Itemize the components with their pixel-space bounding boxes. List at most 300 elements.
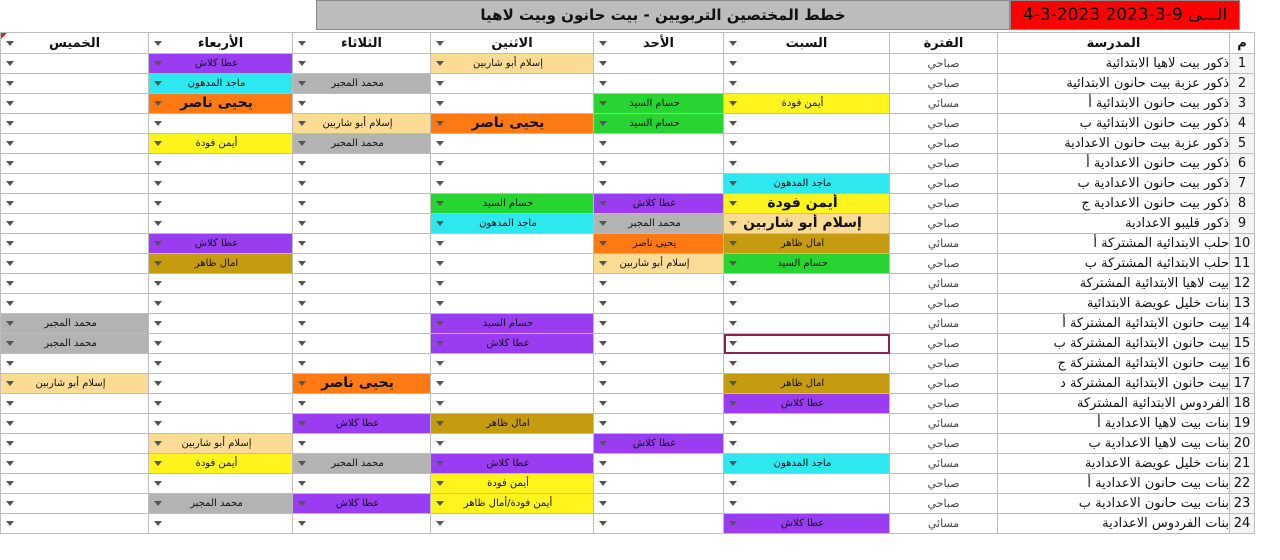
dropdown-arrow-icon[interactable] <box>298 421 306 426</box>
specialist-dropdown-cell[interactable] <box>1 314 149 334</box>
dropdown-arrow-icon[interactable] <box>298 281 306 286</box>
dropdown-arrow-icon[interactable] <box>298 61 306 66</box>
period-cell[interactable]: مسائي <box>890 314 998 334</box>
specialist-dropdown-cell[interactable] <box>1 74 149 94</box>
dropdown-arrow-icon[interactable] <box>436 481 444 486</box>
date-range[interactable]: 4-3-2023 الـــى 9-3-2023 <box>1010 0 1240 30</box>
dropdown-arrow-icon[interactable] <box>599 501 607 506</box>
specialist-dropdown-cell[interactable] <box>1 194 149 214</box>
dropdown-arrow-icon[interactable] <box>298 381 306 386</box>
period-cell[interactable]: مسائي <box>890 274 998 294</box>
row-index[interactable]: 11 <box>1230 254 1255 274</box>
specialist-dropdown-cell[interactable] <box>293 514 431 534</box>
period-cell[interactable]: صباحي <box>890 494 998 514</box>
row-index[interactable]: 19 <box>1230 414 1255 434</box>
specialist-dropdown-cell[interactable] <box>149 94 293 114</box>
dropdown-arrow-icon[interactable] <box>729 261 737 266</box>
dropdown-arrow-icon[interactable] <box>599 161 607 166</box>
dropdown-arrow-icon[interactable] <box>729 101 737 106</box>
dropdown-arrow-icon[interactable] <box>154 501 162 506</box>
row-index[interactable]: 7 <box>1230 174 1255 194</box>
school-name-cell[interactable]: ذكور عزبة بيت حانون الابتدائية <box>998 74 1230 94</box>
dropdown-arrow-icon[interactable] <box>154 141 162 146</box>
specialist-dropdown-cell[interactable] <box>293 154 431 174</box>
specialist-dropdown-cell[interactable] <box>149 134 293 154</box>
specialist-dropdown-cell[interactable] <box>149 114 293 134</box>
filter-dropdown-icon[interactable] <box>599 41 607 46</box>
specialist-dropdown-cell[interactable] <box>149 514 293 534</box>
row-index[interactable]: 15 <box>1230 334 1255 354</box>
dropdown-arrow-icon[interactable] <box>729 201 737 206</box>
dropdown-arrow-icon[interactable] <box>599 121 607 126</box>
period-cell[interactable]: صباحي <box>890 354 998 374</box>
specialist-dropdown-cell[interactable] <box>431 74 594 94</box>
dropdown-arrow-icon[interactable] <box>298 401 306 406</box>
school-name-cell[interactable]: بيت حانون الابتدائية المشتركة ج <box>998 354 1230 374</box>
dropdown-arrow-icon[interactable] <box>599 261 607 266</box>
dropdown-arrow-icon[interactable] <box>599 361 607 366</box>
dropdown-arrow-icon[interactable] <box>436 341 444 346</box>
dropdown-arrow-icon[interactable] <box>436 161 444 166</box>
specialist-dropdown-cell[interactable] <box>1 354 149 374</box>
header-tuesday[interactable]: الثلاثاء <box>293 33 431 54</box>
school-name-cell[interactable]: ذكور بيت حانون الاعدادية ب <box>998 174 1230 194</box>
dropdown-arrow-icon[interactable] <box>6 461 14 466</box>
specialist-dropdown-cell[interactable] <box>149 314 293 334</box>
specialist-dropdown-cell[interactable] <box>594 154 724 174</box>
dropdown-arrow-icon[interactable] <box>6 301 14 306</box>
period-cell[interactable]: مسائي <box>890 454 998 474</box>
specialist-dropdown-cell[interactable] <box>1 254 149 274</box>
dropdown-arrow-icon[interactable] <box>729 481 737 486</box>
specialist-dropdown-cell[interactable] <box>724 514 890 534</box>
dropdown-arrow-icon[interactable] <box>154 221 162 226</box>
specialist-dropdown-cell[interactable] <box>149 354 293 374</box>
specialist-dropdown-cell[interactable] <box>1 274 149 294</box>
specialist-dropdown-cell[interactable] <box>724 494 890 514</box>
specialist-dropdown-cell[interactable] <box>149 194 293 214</box>
specialist-dropdown-cell[interactable] <box>594 494 724 514</box>
dropdown-arrow-icon[interactable] <box>599 521 607 526</box>
dropdown-arrow-icon[interactable] <box>599 81 607 86</box>
specialist-dropdown-cell[interactable] <box>293 254 431 274</box>
specialist-dropdown-cell[interactable] <box>149 394 293 414</box>
specialist-dropdown-cell[interactable] <box>431 454 594 474</box>
dropdown-arrow-icon[interactable] <box>6 161 14 166</box>
row-index[interactable]: 8 <box>1230 194 1255 214</box>
dropdown-arrow-icon[interactable] <box>298 101 306 106</box>
dropdown-arrow-icon[interactable] <box>6 101 14 106</box>
dropdown-arrow-icon[interactable] <box>729 501 737 506</box>
specialist-dropdown-cell[interactable] <box>1 454 149 474</box>
dropdown-arrow-icon[interactable] <box>436 201 444 206</box>
school-name-cell[interactable]: بنات بيت حانون الاعدادية أ <box>998 474 1230 494</box>
specialist-dropdown-cell[interactable] <box>293 454 431 474</box>
dropdown-arrow-icon[interactable] <box>154 161 162 166</box>
dropdown-arrow-icon[interactable] <box>6 421 14 426</box>
specialist-dropdown-cell[interactable] <box>149 454 293 474</box>
specialist-dropdown-cell[interactable] <box>724 354 890 374</box>
dropdown-arrow-icon[interactable] <box>436 521 444 526</box>
specialist-dropdown-cell[interactable] <box>149 54 293 74</box>
dropdown-arrow-icon[interactable] <box>729 161 737 166</box>
school-name-cell[interactable]: بيت حانون الابتدائية المشتركة أ <box>998 314 1230 334</box>
dropdown-arrow-icon[interactable] <box>436 241 444 246</box>
specialist-dropdown-cell[interactable] <box>724 294 890 314</box>
period-cell[interactable]: مسائي <box>890 514 998 534</box>
school-name-cell[interactable]: بنات بيت لاهيا الاعدادية أ <box>998 414 1230 434</box>
dropdown-arrow-icon[interactable] <box>154 261 162 266</box>
dropdown-arrow-icon[interactable] <box>729 321 737 326</box>
dropdown-arrow-icon[interactable] <box>154 381 162 386</box>
dropdown-arrow-icon[interactable] <box>298 501 306 506</box>
specialist-dropdown-cell[interactable] <box>431 254 594 274</box>
specialist-dropdown-cell[interactable] <box>594 234 724 254</box>
dropdown-arrow-icon[interactable] <box>729 121 737 126</box>
school-name-cell[interactable]: بيت حانون الابتدائية المشتركة د <box>998 374 1230 394</box>
specialist-dropdown-cell[interactable] <box>724 334 890 354</box>
school-name-cell[interactable]: بنات بيت لاهيا الاعدادية ب <box>998 434 1230 454</box>
school-name-cell[interactable]: بيت لاهيا الابتدائية المشتركة <box>998 274 1230 294</box>
filter-dropdown-icon[interactable] <box>729 41 737 46</box>
row-index[interactable]: 5 <box>1230 134 1255 154</box>
specialist-dropdown-cell[interactable] <box>431 314 594 334</box>
dropdown-arrow-icon[interactable] <box>6 181 14 186</box>
period-cell[interactable]: صباحي <box>890 114 998 134</box>
dropdown-arrow-icon[interactable] <box>154 201 162 206</box>
dropdown-arrow-icon[interactable] <box>729 441 737 446</box>
specialist-dropdown-cell[interactable] <box>431 514 594 534</box>
specialist-dropdown-cell[interactable] <box>293 174 431 194</box>
dropdown-arrow-icon[interactable] <box>436 301 444 306</box>
specialist-dropdown-cell[interactable] <box>431 354 594 374</box>
specialist-dropdown-cell[interactable] <box>594 114 724 134</box>
dropdown-arrow-icon[interactable] <box>729 301 737 306</box>
specialist-dropdown-cell[interactable] <box>293 54 431 74</box>
specialist-dropdown-cell[interactable] <box>293 414 431 434</box>
dropdown-arrow-icon[interactable] <box>154 301 162 306</box>
dropdown-arrow-icon[interactable] <box>154 121 162 126</box>
specialist-dropdown-cell[interactable] <box>594 414 724 434</box>
period-cell[interactable]: صباحي <box>890 434 998 454</box>
school-name-cell[interactable]: ذكور بيت حانون الاعدادية ج <box>998 194 1230 214</box>
specialist-dropdown-cell[interactable] <box>149 334 293 354</box>
period-cell[interactable]: صباحي <box>890 334 998 354</box>
dropdown-arrow-icon[interactable] <box>599 181 607 186</box>
specialist-dropdown-cell[interactable] <box>293 494 431 514</box>
dropdown-arrow-icon[interactable] <box>729 421 737 426</box>
specialist-dropdown-cell[interactable] <box>293 434 431 454</box>
specialist-dropdown-cell[interactable] <box>594 434 724 454</box>
specialist-dropdown-cell[interactable] <box>149 294 293 314</box>
dropdown-arrow-icon[interactable] <box>729 401 737 406</box>
dropdown-arrow-icon[interactable] <box>6 121 14 126</box>
dropdown-arrow-icon[interactable] <box>599 421 607 426</box>
dropdown-arrow-icon[interactable] <box>599 441 607 446</box>
row-index[interactable]: 18 <box>1230 394 1255 414</box>
dropdown-arrow-icon[interactable] <box>436 181 444 186</box>
specialist-dropdown-cell[interactable] <box>724 434 890 454</box>
row-index[interactable]: 4 <box>1230 114 1255 134</box>
specialist-dropdown-cell[interactable] <box>293 394 431 414</box>
specialist-dropdown-cell[interactable] <box>594 74 724 94</box>
dropdown-arrow-icon[interactable] <box>436 321 444 326</box>
dropdown-arrow-icon[interactable] <box>154 81 162 86</box>
school-name-cell[interactable]: ذكور بيت لاهيا الابتدائية <box>998 54 1230 74</box>
specialist-dropdown-cell[interactable] <box>1 94 149 114</box>
dropdown-arrow-icon[interactable] <box>6 261 14 266</box>
specialist-dropdown-cell[interactable] <box>724 474 890 494</box>
period-cell[interactable]: مسائي <box>890 94 998 114</box>
dropdown-arrow-icon[interactable] <box>298 301 306 306</box>
dropdown-arrow-icon[interactable] <box>436 101 444 106</box>
specialist-dropdown-cell[interactable] <box>431 334 594 354</box>
specialist-dropdown-cell[interactable] <box>594 394 724 414</box>
specialist-dropdown-cell[interactable] <box>293 354 431 374</box>
school-name-cell[interactable]: ذكور بيت حانون الابتدائية ب <box>998 114 1230 134</box>
school-name-cell[interactable]: بنات خليل عويضة الابتدائية <box>998 294 1230 314</box>
dropdown-arrow-icon[interactable] <box>599 301 607 306</box>
dropdown-arrow-icon[interactable] <box>436 281 444 286</box>
filter-dropdown-icon[interactable] <box>436 41 444 46</box>
specialist-dropdown-cell[interactable] <box>293 234 431 254</box>
header-thursday[interactable]: الخميس <box>1 33 149 54</box>
dropdown-arrow-icon[interactable] <box>154 241 162 246</box>
specialist-dropdown-cell[interactable] <box>431 194 594 214</box>
row-index[interactable]: 24 <box>1230 514 1255 534</box>
specialist-dropdown-cell[interactable] <box>431 414 594 434</box>
dropdown-arrow-icon[interactable] <box>298 121 306 126</box>
dropdown-arrow-icon[interactable] <box>6 201 14 206</box>
specialist-dropdown-cell[interactable] <box>594 294 724 314</box>
specialist-dropdown-cell[interactable] <box>724 394 890 414</box>
specialist-dropdown-cell[interactable] <box>724 254 890 274</box>
dropdown-arrow-icon[interactable] <box>729 341 737 346</box>
row-index[interactable]: 13 <box>1230 294 1255 314</box>
specialist-dropdown-cell[interactable] <box>1 494 149 514</box>
specialist-dropdown-cell[interactable] <box>1 394 149 414</box>
specialist-dropdown-cell[interactable] <box>431 54 594 74</box>
specialist-dropdown-cell[interactable] <box>724 134 890 154</box>
specialist-dropdown-cell[interactable] <box>431 174 594 194</box>
specialist-dropdown-cell[interactable] <box>594 354 724 374</box>
specialist-dropdown-cell[interactable] <box>431 494 594 514</box>
row-index[interactable]: 17 <box>1230 374 1255 394</box>
specialist-dropdown-cell[interactable] <box>293 294 431 314</box>
period-cell[interactable]: صباحي <box>890 74 998 94</box>
dropdown-arrow-icon[interactable] <box>154 341 162 346</box>
dropdown-arrow-icon[interactable] <box>154 441 162 446</box>
dropdown-arrow-icon[interactable] <box>599 61 607 66</box>
specialist-dropdown-cell[interactable] <box>724 54 890 74</box>
period-cell[interactable]: صباحي <box>890 474 998 494</box>
period-cell[interactable]: صباحي <box>890 374 998 394</box>
dropdown-arrow-icon[interactable] <box>6 281 14 286</box>
dropdown-arrow-icon[interactable] <box>6 441 14 446</box>
row-index[interactable]: 3 <box>1230 94 1255 114</box>
specialist-dropdown-cell[interactable] <box>149 414 293 434</box>
dropdown-arrow-icon[interactable] <box>154 321 162 326</box>
dropdown-arrow-icon[interactable] <box>6 521 14 526</box>
dropdown-arrow-icon[interactable] <box>6 81 14 86</box>
specialist-dropdown-cell[interactable] <box>594 474 724 494</box>
specialist-dropdown-cell[interactable] <box>724 174 890 194</box>
dropdown-arrow-icon[interactable] <box>154 61 162 66</box>
specialist-dropdown-cell[interactable] <box>431 474 594 494</box>
specialist-dropdown-cell[interactable] <box>149 254 293 274</box>
specialist-dropdown-cell[interactable] <box>149 474 293 494</box>
school-name-cell[interactable]: بنات خليل عويضة الاعدادية <box>998 454 1230 474</box>
dropdown-arrow-icon[interactable] <box>154 421 162 426</box>
dropdown-arrow-icon[interactable] <box>6 61 14 66</box>
dropdown-arrow-icon[interactable] <box>298 221 306 226</box>
specialist-dropdown-cell[interactable] <box>431 274 594 294</box>
dropdown-arrow-icon[interactable] <box>6 221 14 226</box>
header-monday[interactable]: الاثنين <box>431 33 594 54</box>
school-name-cell[interactable]: ذكور قليبو الاعدادية <box>998 214 1230 234</box>
specialist-dropdown-cell[interactable] <box>724 94 890 114</box>
specialist-dropdown-cell[interactable] <box>1 334 149 354</box>
row-index[interactable]: 9 <box>1230 214 1255 234</box>
specialist-dropdown-cell[interactable] <box>724 154 890 174</box>
period-cell[interactable]: صباحي <box>890 194 998 214</box>
dropdown-arrow-icon[interactable] <box>6 321 14 326</box>
dropdown-arrow-icon[interactable] <box>729 221 737 226</box>
dropdown-arrow-icon[interactable] <box>729 241 737 246</box>
row-index[interactable]: 22 <box>1230 474 1255 494</box>
dropdown-arrow-icon[interactable] <box>298 441 306 446</box>
specialist-dropdown-cell[interactable] <box>724 114 890 134</box>
specialist-dropdown-cell[interactable] <box>293 94 431 114</box>
dropdown-arrow-icon[interactable] <box>599 281 607 286</box>
specialist-dropdown-cell[interactable] <box>594 274 724 294</box>
specialist-dropdown-cell[interactable] <box>724 74 890 94</box>
specialist-dropdown-cell[interactable] <box>594 214 724 234</box>
specialist-dropdown-cell[interactable] <box>594 54 724 74</box>
period-cell[interactable]: مسائي <box>890 234 998 254</box>
dropdown-arrow-icon[interactable] <box>6 401 14 406</box>
header-wednesday[interactable]: الأربعاء <box>149 33 293 54</box>
specialist-dropdown-cell[interactable] <box>431 294 594 314</box>
dropdown-arrow-icon[interactable] <box>298 361 306 366</box>
dropdown-arrow-icon[interactable] <box>154 401 162 406</box>
specialist-dropdown-cell[interactable] <box>293 474 431 494</box>
dropdown-arrow-icon[interactable] <box>599 461 607 466</box>
dropdown-arrow-icon[interactable] <box>154 101 162 106</box>
specialist-dropdown-cell[interactable] <box>431 234 594 254</box>
period-cell[interactable]: صباحي <box>890 294 998 314</box>
specialist-dropdown-cell[interactable] <box>149 74 293 94</box>
specialist-dropdown-cell[interactable] <box>149 274 293 294</box>
dropdown-arrow-icon[interactable] <box>436 441 444 446</box>
period-cell[interactable]: صباحي <box>890 134 998 154</box>
specialist-dropdown-cell[interactable] <box>724 274 890 294</box>
specialist-dropdown-cell[interactable] <box>724 314 890 334</box>
specialist-dropdown-cell[interactable] <box>1 174 149 194</box>
filter-dropdown-icon[interactable] <box>154 41 162 46</box>
specialist-dropdown-cell[interactable] <box>594 134 724 154</box>
dropdown-arrow-icon[interactable] <box>154 361 162 366</box>
period-cell[interactable]: صباحي <box>890 54 998 74</box>
specialist-dropdown-cell[interactable] <box>1 214 149 234</box>
row-index[interactable]: 2 <box>1230 74 1255 94</box>
specialist-dropdown-cell[interactable] <box>724 194 890 214</box>
dropdown-arrow-icon[interactable] <box>6 241 14 246</box>
period-cell[interactable]: صباحي <box>890 154 998 174</box>
specialist-dropdown-cell[interactable] <box>149 374 293 394</box>
specialist-dropdown-cell[interactable] <box>149 234 293 254</box>
dropdown-arrow-icon[interactable] <box>599 481 607 486</box>
dropdown-arrow-icon[interactable] <box>436 141 444 146</box>
dropdown-arrow-icon[interactable] <box>599 321 607 326</box>
specialist-dropdown-cell[interactable] <box>1 134 149 154</box>
row-index[interactable]: 10 <box>1230 234 1255 254</box>
dropdown-arrow-icon[interactable] <box>599 401 607 406</box>
specialist-dropdown-cell[interactable] <box>1 114 149 134</box>
period-cell[interactable]: صباحي <box>890 174 998 194</box>
specialist-dropdown-cell[interactable] <box>724 234 890 254</box>
specialist-dropdown-cell[interactable] <box>431 434 594 454</box>
dropdown-arrow-icon[interactable] <box>298 81 306 86</box>
dropdown-arrow-icon[interactable] <box>436 401 444 406</box>
school-name-cell[interactable]: حلب الابتدائية المشتركة أ <box>998 234 1230 254</box>
specialist-dropdown-cell[interactable] <box>594 314 724 334</box>
specialist-dropdown-cell[interactable] <box>1 234 149 254</box>
specialist-dropdown-cell[interactable] <box>1 154 149 174</box>
specialist-dropdown-cell[interactable] <box>724 454 890 474</box>
specialist-dropdown-cell[interactable] <box>149 154 293 174</box>
dropdown-arrow-icon[interactable] <box>298 481 306 486</box>
dropdown-arrow-icon[interactable] <box>599 381 607 386</box>
dropdown-arrow-icon[interactable] <box>729 181 737 186</box>
dropdown-arrow-icon[interactable] <box>154 521 162 526</box>
specialist-dropdown-cell[interactable] <box>431 94 594 114</box>
specialist-dropdown-cell[interactable] <box>594 514 724 534</box>
school-name-cell[interactable]: بنات بيت حانون الاعدادية ب <box>998 494 1230 514</box>
dropdown-arrow-icon[interactable] <box>298 161 306 166</box>
dropdown-arrow-icon[interactable] <box>298 321 306 326</box>
dropdown-arrow-icon[interactable] <box>298 461 306 466</box>
specialist-dropdown-cell[interactable] <box>431 374 594 394</box>
header-saturday[interactable]: السبت <box>724 33 890 54</box>
row-index[interactable]: 16 <box>1230 354 1255 374</box>
specialist-dropdown-cell[interactable] <box>149 434 293 454</box>
dropdown-arrow-icon[interactable] <box>729 461 737 466</box>
dropdown-arrow-icon[interactable] <box>729 81 737 86</box>
dropdown-arrow-icon[interactable] <box>436 461 444 466</box>
specialist-dropdown-cell[interactable] <box>1 414 149 434</box>
dropdown-arrow-icon[interactable] <box>436 501 444 506</box>
filter-dropdown-icon[interactable] <box>298 41 306 46</box>
dropdown-arrow-icon[interactable] <box>6 501 14 506</box>
dropdown-arrow-icon[interactable] <box>154 181 162 186</box>
specialist-dropdown-cell[interactable] <box>149 214 293 234</box>
specialist-dropdown-cell[interactable] <box>431 214 594 234</box>
dropdown-arrow-icon[interactable] <box>599 241 607 246</box>
row-index[interactable]: 6 <box>1230 154 1255 174</box>
dropdown-arrow-icon[interactable] <box>298 261 306 266</box>
dropdown-arrow-icon[interactable] <box>436 61 444 66</box>
specialist-dropdown-cell[interactable] <box>293 134 431 154</box>
row-index[interactable]: 12 <box>1230 274 1255 294</box>
dropdown-arrow-icon[interactable] <box>436 361 444 366</box>
dropdown-arrow-icon[interactable] <box>599 101 607 106</box>
dropdown-arrow-icon[interactable] <box>298 141 306 146</box>
dropdown-arrow-icon[interactable] <box>298 181 306 186</box>
dropdown-arrow-icon[interactable] <box>729 61 737 66</box>
dropdown-arrow-icon[interactable] <box>154 461 162 466</box>
specialist-dropdown-cell[interactable] <box>594 454 724 474</box>
